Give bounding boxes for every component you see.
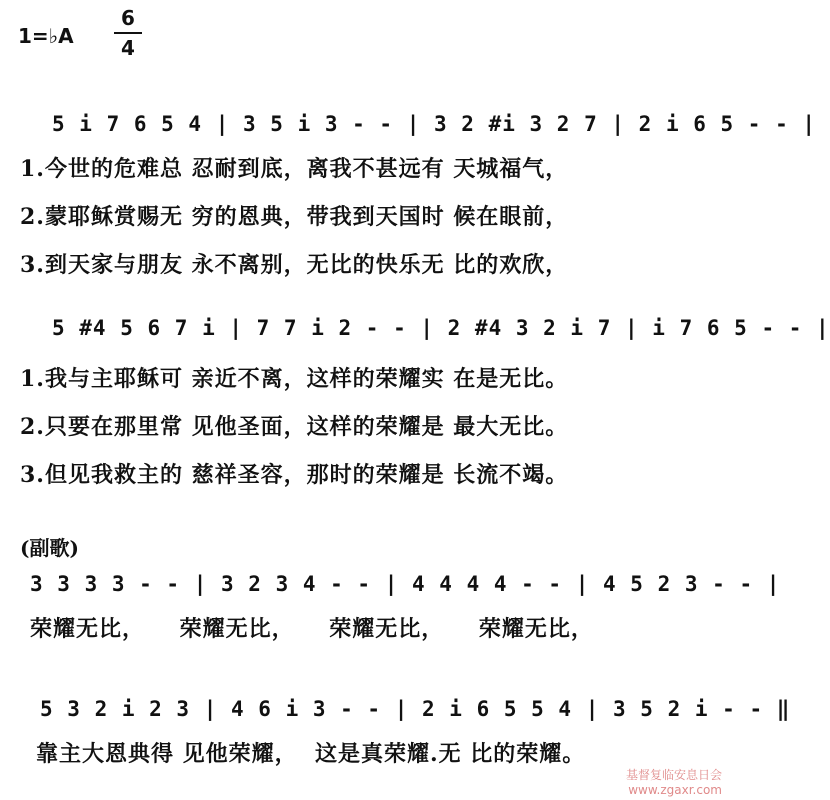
time-numerator: 6 xyxy=(121,6,135,30)
verse-part2-notation: 5 #4 5 6 7 i | 7 7 i 2 - - | 2 #4 3 2 i 7 | i 7 6 5 - - | xyxy=(52,316,830,340)
verse-part2-lyric-2: 2.只要在那里常 见他圣面，这样的荣耀是 最大无比。 xyxy=(20,414,569,440)
time-denominator: 4 xyxy=(121,36,135,60)
verse-part1-lyric-2: 2.蒙耶稣赏赐无 穷的恩典，带我到天国时 候在眼前， xyxy=(20,204,569,230)
chorus-lyric-2: 靠主大恩典得 见他荣耀， 这是真荣耀.无 比的荣耀。 xyxy=(36,741,586,767)
chorus-notation-2: 5 3 2 i 2 3 | 4 6 i 3 - - | 2 i 6 5 5 4 | 3 5 2 i - - ‖ xyxy=(40,697,791,721)
time-bar xyxy=(114,32,142,34)
verse-part2-lyric-3: 3.但见我救主的 慈祥圣容，那时的荣耀是 长流不竭。 xyxy=(20,462,569,488)
chorus-label: (副歌) xyxy=(20,536,79,560)
verse-part1-lyric-3: 3.到天家与朋友 永不离别，无比的快乐无 比的欢欣， xyxy=(20,252,569,278)
time-signature xyxy=(114,6,142,60)
verse-part2-lyric-1: 1.我与主耶稣可 亲近不离，这样的荣耀实 在是无比。 xyxy=(20,366,569,392)
watermark xyxy=(626,768,722,798)
key-signature: 1=♭A xyxy=(18,24,74,48)
watermark-line1: 基督复临安息日会 xyxy=(625,768,722,782)
chorus-lyric-1: 荣耀无比， 荣耀无比， 荣耀无比， 荣耀无比， xyxy=(30,616,594,642)
watermark-line2: www.zgaxr.com xyxy=(628,783,722,797)
chorus-notation-1: 3 3 3 3 - - | 3 2 3 4 - - | 4 4 4 4 - - | 4 5 2 3 - - | xyxy=(30,572,781,596)
verse-part1-notation: 5 i 7 6 5 4 | 3 5 i 3 - - | 3 2 #i 3 2 7 | 2 i 6 5 - - | xyxy=(52,112,817,136)
verse-part1-lyric-1: 1.今世的危难总 忍耐到底，离我不甚远有 天城福气， xyxy=(20,156,569,182)
